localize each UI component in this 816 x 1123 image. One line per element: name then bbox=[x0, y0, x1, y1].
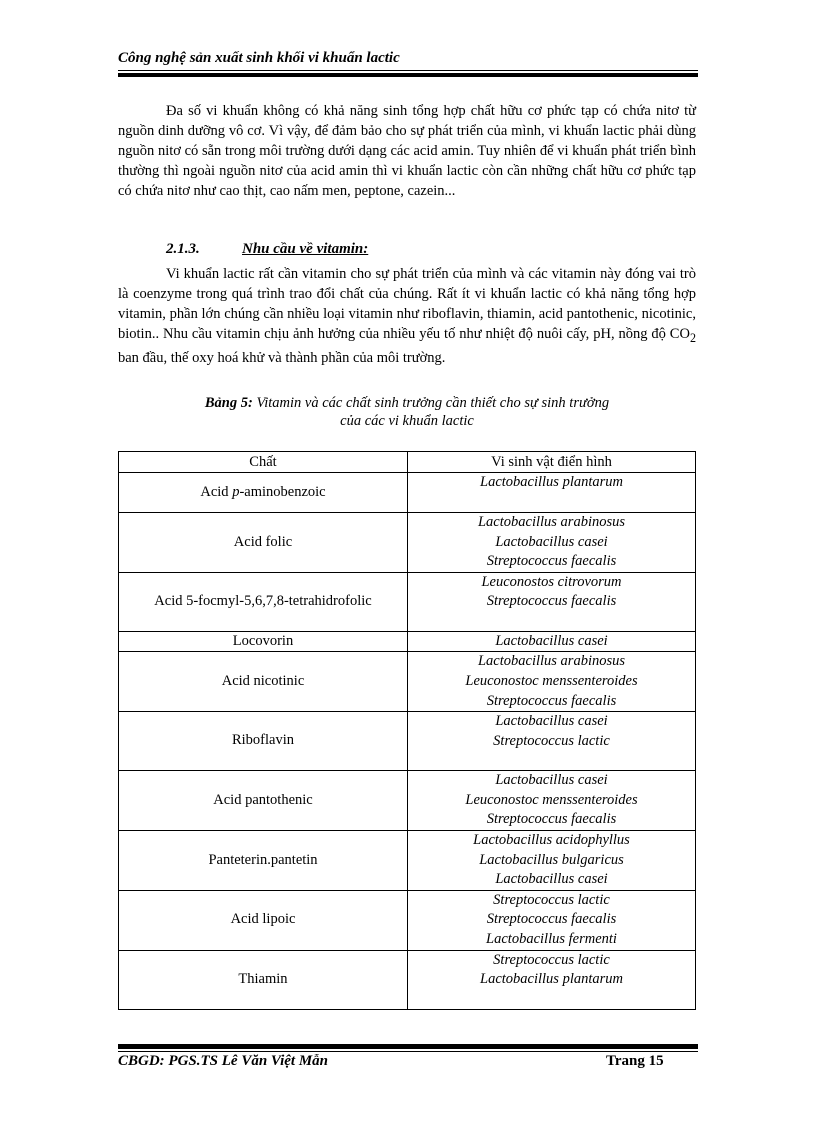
table-caption bbox=[118, 394, 696, 430]
microorganism-name: Streptococcus lactic bbox=[493, 891, 610, 908]
substance-name-pre: Thiamin bbox=[238, 970, 288, 987]
substance-name-pre: Panteterin.pantetin bbox=[208, 851, 318, 868]
section-number: 2.1.3. bbox=[166, 241, 200, 257]
microorganism-cell bbox=[408, 513, 696, 573]
substance-cell bbox=[119, 771, 408, 831]
table-row bbox=[119, 572, 696, 631]
table-header-row bbox=[119, 452, 696, 473]
table-row bbox=[119, 652, 696, 712]
table-row bbox=[119, 771, 696, 831]
substance-cell bbox=[119, 572, 408, 631]
microorganism-name: Lactobacillus arabinosus bbox=[477, 514, 626, 530]
microorganism-name: Lactobacillus casei bbox=[495, 713, 608, 730]
column-header-substance: Chất bbox=[119, 452, 408, 473]
microorganism-name: Streptococcus lactic bbox=[493, 951, 610, 968]
header-divider-thin bbox=[118, 70, 698, 71]
table-caption-line-1: Vitamin và các chất sinh trưởng cần thiết cho sự sinh trưởng bbox=[252, 395, 610, 411]
microorganism-cell bbox=[408, 572, 696, 631]
microorganism-name: Leuconostos citrovorum bbox=[481, 573, 622, 590]
microorganism-name: Lactobacillus bulgaricus bbox=[479, 851, 624, 868]
substance-cell bbox=[119, 631, 408, 652]
microorganism-name: Streptococcus faecalis bbox=[486, 911, 617, 928]
paragraph-nitrogen-needs: Đa số vi khuẩn không có khả năng sinh tổng hợp chất hữu cơ phức tạp có chứa nitơ từ nguồn dinh dưỡng vô cơ. Vì vậy, để đảm bảo cho sự phát triển của mình, vi khuẩn lactic phải dùng nguồn nitơ có sẵn trong môi trường dưới dạng các acid amin. Tuy nhiên để vi khuẩn phát triển bình thường thì ngoài nguồn nitơ của acid amin thì vi khuẩn lactic còn cần những chất hữu cơ phức tạp có chứa nitơ như cao thịt, cao nấm men, peptone, cazein... bbox=[118, 103, 696, 199]
substance-cell bbox=[119, 830, 408, 890]
microorganism-name: Lactobacillus arabinosus bbox=[477, 653, 626, 670]
table-row bbox=[119, 890, 696, 950]
microorganism-name: Streptococcus faecalis bbox=[486, 811, 617, 828]
microorganism-name: Leuconostoc menssenteroides bbox=[465, 672, 638, 689]
substance-name-pre: Acid bbox=[200, 483, 233, 500]
table-body bbox=[119, 473, 696, 1010]
table-row bbox=[119, 473, 696, 513]
microorganism-name: Streptococcus faecalis bbox=[486, 553, 617, 570]
table-caption-label: Bảng 5: bbox=[204, 395, 253, 411]
substance-name-pre: Locovorin bbox=[232, 632, 294, 649]
substance-name-pre: Riboflavin bbox=[231, 732, 295, 749]
section-heading bbox=[166, 241, 368, 258]
page-header-title: Công nghệ sản xuất sinh khối vi khuẩn lactic bbox=[118, 50, 400, 66]
substance-cell bbox=[119, 513, 408, 573]
microorganism-name: Lactobacillus acidophyllus bbox=[473, 831, 630, 848]
table-row bbox=[119, 950, 696, 1009]
microorganism-name: Lactobacillus plantarum bbox=[480, 474, 623, 490]
microorganism-cell bbox=[408, 631, 696, 652]
section-title: Nhu cầu về vitamin: bbox=[242, 241, 369, 257]
microorganism-name: Lactobacillus casei bbox=[495, 871, 608, 888]
substance-name-pre: Acid folic bbox=[233, 533, 293, 550]
substance-cell bbox=[119, 473, 408, 513]
microorganism-name: Streptococcus faecalis bbox=[486, 692, 617, 709]
microorganism-cell bbox=[408, 473, 696, 513]
microorganism-cell bbox=[408, 652, 696, 712]
substance-name-pre: Acid 5-focmyl-5,6,7,8-tetrahidrofolic bbox=[154, 592, 372, 609]
header-divider-thick bbox=[118, 73, 698, 77]
substance-name-pre: Acid nicotinic bbox=[221, 672, 305, 689]
footer-divider-thick bbox=[118, 1044, 698, 1049]
substance-cell bbox=[119, 712, 408, 771]
microorganism-cell bbox=[408, 950, 696, 1009]
substance-name-post: -aminobenzoic bbox=[239, 483, 326, 500]
footer-author: CBGD: PGS.TS Lê Văn Việt Mẫn bbox=[118, 1053, 329, 1069]
substance-cell bbox=[119, 652, 408, 712]
co2-subscript: 2 bbox=[689, 330, 696, 345]
paragraph-vitamin-text-end: ban đầu, thế oxy hoá khử và thành phần của môi trường. bbox=[118, 349, 446, 366]
vitamin-table bbox=[118, 451, 696, 1010]
microorganism-name: Lactobacillus casei bbox=[495, 632, 608, 649]
substance-cell bbox=[119, 890, 408, 950]
microorganism-name: Streptococcus faecalis bbox=[486, 593, 617, 610]
substance-name-ital: p bbox=[232, 483, 240, 500]
microorganism-name: Leuconostoc menssenteroides bbox=[465, 791, 638, 808]
microorganism-name: Lactobacillus fermenti bbox=[486, 930, 617, 947]
footer-divider-thin bbox=[118, 1051, 698, 1052]
table-row bbox=[119, 712, 696, 771]
column-header-microorganism: Vi sinh vật điển hình bbox=[408, 452, 696, 473]
table-row bbox=[119, 631, 696, 652]
table-caption-line-2: của các vi khuẩn lactic bbox=[340, 413, 474, 429]
microorganism-name: Streptococcus lactic bbox=[493, 732, 610, 749]
microorganism-name: Lactobacillus plantarum bbox=[480, 971, 623, 988]
substance-name-pre: Acid pantothenic bbox=[213, 791, 313, 808]
footer-page-number: Trang 15 bbox=[606, 1053, 664, 1069]
microorganism-name: Lactobacillus casei bbox=[495, 533, 608, 550]
table-row bbox=[119, 513, 696, 573]
substance-name-pre: Acid lipoic bbox=[230, 911, 296, 928]
microorganism-cell bbox=[408, 771, 696, 831]
microorganism-cell bbox=[408, 830, 696, 890]
microorganism-name: Lactobacillus casei bbox=[495, 772, 608, 789]
microorganism-cell bbox=[408, 712, 696, 771]
substance-cell bbox=[119, 950, 408, 1009]
paragraph-vitamin-text-start: Vi khuẩn lactic rất cần vitamin cho sự phát triển của mình và các vitamin này đóng vai trò là coenzyme trong quá trình trao đổi chất của chúng. Rất ít vi khuẩn lactic có khả năng tổng hợp vitamin, phần lớn chúng cần nhiều loại vitamin như riboflavin, thiamin, acid pantothenic, nicotinic, biotin.. Nhu cầu vitamin chịu ảnh hưởng của nhiều yếu tố như nhiệt độ nuôi cấy, pH, nồng độ CO bbox=[118, 266, 696, 342]
microorganism-cell bbox=[408, 890, 696, 950]
paragraph-vitamin-needs bbox=[118, 264, 696, 368]
table-row bbox=[119, 830, 696, 890]
